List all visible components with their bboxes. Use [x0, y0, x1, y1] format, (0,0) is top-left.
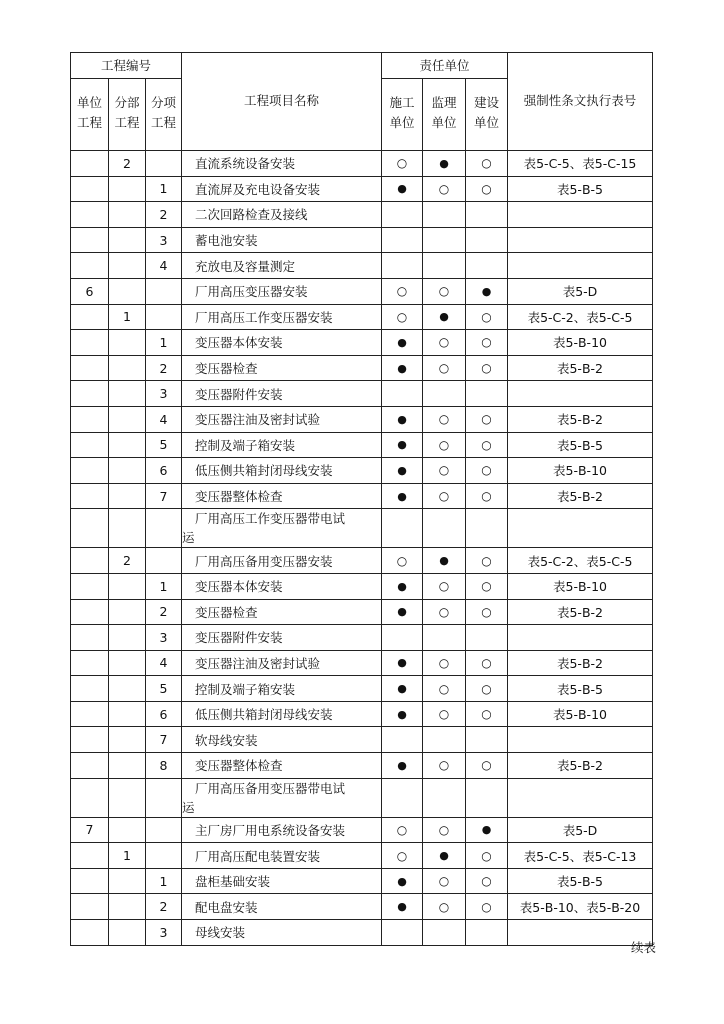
unit-project-cell	[71, 625, 109, 651]
item-project-cell: 3	[146, 381, 182, 407]
item-project-cell: 2	[146, 355, 182, 381]
mandatory-table-ref: 表5-B-2	[508, 406, 653, 432]
project-name-cell: 厂用高压工作变压器安装	[182, 304, 382, 330]
header-supervision-unit: 监理 单位	[423, 79, 466, 151]
project-name-cell: 配电盘安装	[182, 894, 382, 920]
project-name-cell: 变压器本体安装	[182, 330, 382, 356]
sub-project-cell	[109, 278, 146, 304]
sub-project-cell	[109, 509, 146, 548]
unit-project-cell	[71, 432, 109, 458]
mandatory-table-ref	[508, 202, 653, 228]
unit-project-cell	[71, 843, 109, 869]
sub-project-cell	[109, 650, 146, 676]
header-construction-unit: 施工 单位	[382, 79, 423, 151]
supervision-mark: ○	[423, 406, 466, 432]
sub-project-cell: 1	[109, 304, 146, 330]
supervision-mark: ●	[423, 548, 466, 574]
mandatory-table-ref: 表5-B-5	[508, 432, 653, 458]
sub-project-cell	[109, 355, 146, 381]
table-row	[71, 432, 653, 458]
construction-mark: ●	[382, 573, 423, 599]
owner-mark: ○	[466, 176, 508, 202]
mandatory-table-ref: 表5-B-10	[508, 701, 653, 727]
item-project-cell: 2	[146, 894, 182, 920]
owner-mark: ○	[466, 599, 508, 625]
unit-project-cell	[71, 355, 109, 381]
item-project-cell: 3	[146, 920, 182, 946]
table-row	[71, 509, 653, 548]
owner-mark: ○	[466, 304, 508, 330]
item-project-cell: 4	[146, 650, 182, 676]
project-name-cell: 厂用高压配电装置安装	[182, 843, 382, 869]
header-sub-project: 分部 工程	[109, 79, 146, 151]
mandatory-table-ref: 表5-B-5	[508, 868, 653, 894]
mandatory-table-ref: 表5-D	[508, 817, 653, 843]
construction-mark: ○	[382, 151, 423, 177]
mandatory-table-ref	[508, 381, 653, 407]
mandatory-table-ref: 表5-B-2	[508, 753, 653, 779]
sub-project-cell	[109, 625, 146, 651]
item-project-cell: 2	[146, 202, 182, 228]
mandatory-table-ref: 表5-C-5、表5-C-13	[508, 843, 653, 869]
mandatory-table-ref	[508, 727, 653, 753]
project-name-cell: 低压侧共箱封闭母线安装	[182, 701, 382, 727]
item-project-cell: 1	[146, 176, 182, 202]
mandatory-table-ref: 表5-B-2	[508, 650, 653, 676]
construction-mark	[382, 381, 423, 407]
owner-mark: ○	[466, 458, 508, 484]
mandatory-table-ref: 表5-B-10	[508, 458, 653, 484]
owner-mark	[466, 381, 508, 407]
mandatory-table-ref	[508, 227, 653, 253]
sub-project-cell	[109, 894, 146, 920]
unit-project-cell	[71, 381, 109, 407]
project-name-cell: 直流屏及充电设备安装	[182, 176, 382, 202]
construction-mark	[382, 727, 423, 753]
table-row	[71, 894, 653, 920]
supervision-mark: ○	[423, 676, 466, 702]
table-row	[71, 278, 653, 304]
project-name-line1: 厂用高压备用变压器带电试	[195, 780, 346, 796]
supervision-mark: ○	[423, 817, 466, 843]
supervision-mark: ○	[423, 599, 466, 625]
item-project-cell: 3	[146, 625, 182, 651]
owner-mark: ○	[466, 753, 508, 779]
owner-mark: ○	[466, 330, 508, 356]
construction-mark: ●	[382, 868, 423, 894]
owner-mark	[466, 625, 508, 651]
table-row	[71, 727, 653, 753]
construction-mark: ●	[382, 330, 423, 356]
project-name-line1: 厂用高压工作变压器带电试	[195, 511, 346, 527]
construction-mark	[382, 253, 423, 279]
supervision-mark	[423, 509, 466, 548]
project-name-line2: 运	[182, 799, 195, 815]
owner-mark	[466, 920, 508, 946]
table-row	[71, 548, 653, 574]
mandatory-table-ref	[508, 625, 653, 651]
construction-mark: ●	[382, 483, 423, 509]
project-name-cell: 变压器本体安装	[182, 573, 382, 599]
unit-project-cell	[71, 599, 109, 625]
project-name-cell	[182, 509, 382, 548]
table-row	[71, 330, 653, 356]
sub-project-cell	[109, 573, 146, 599]
item-project-cell	[146, 548, 182, 574]
unit-project-cell	[71, 573, 109, 599]
project-name-cell: 软母线安装	[182, 727, 382, 753]
unit-project-cell	[71, 406, 109, 432]
table-row	[71, 920, 653, 946]
unit-project-cell	[71, 227, 109, 253]
construction-mark	[382, 202, 423, 228]
table-row	[71, 650, 653, 676]
owner-mark: ●	[466, 278, 508, 304]
project-name-cell: 厂用高压备用变压器安装	[182, 548, 382, 574]
owner-mark: ○	[466, 355, 508, 381]
sub-project-cell: 2	[109, 151, 146, 177]
supervision-mark: ○	[423, 573, 466, 599]
mandatory-table-ref	[508, 253, 653, 279]
mandatory-table-ref	[508, 778, 653, 817]
construction-mark	[382, 509, 423, 548]
item-project-cell: 6	[146, 458, 182, 484]
construction-mark: ○	[382, 278, 423, 304]
table-row	[71, 573, 653, 599]
owner-mark: ○	[466, 151, 508, 177]
supervision-mark: ○	[423, 278, 466, 304]
project-name-cell: 直流系统设备安装	[182, 151, 382, 177]
table-row	[71, 868, 653, 894]
unit-project-cell	[71, 868, 109, 894]
mandatory-table-ref: 表5-C-2、表5-C-5	[508, 548, 653, 574]
item-project-cell: 2	[146, 599, 182, 625]
item-project-cell	[146, 278, 182, 304]
construction-mark: ●	[382, 701, 423, 727]
table-row	[71, 227, 653, 253]
owner-mark: ○	[466, 548, 508, 574]
owner-mark	[466, 227, 508, 253]
sub-project-cell	[109, 176, 146, 202]
item-project-cell	[146, 509, 182, 548]
continued-label: 续表	[631, 940, 657, 955]
supervision-mark: ○	[423, 701, 466, 727]
table-row	[71, 202, 653, 228]
project-name-cell: 厂用高压变压器安装	[182, 278, 382, 304]
header-item-project: 分项 工程	[146, 79, 182, 151]
owner-mark: ○	[466, 432, 508, 458]
unit-project-cell	[71, 778, 109, 817]
sub-project-cell	[109, 868, 146, 894]
construction-mark: ●	[382, 894, 423, 920]
project-name-cell: 变压器整体检查	[182, 483, 382, 509]
unit-project-cell	[71, 483, 109, 509]
table-row	[71, 676, 653, 702]
supervision-mark: ○	[423, 176, 466, 202]
supervision-mark	[423, 227, 466, 253]
unit-project-cell	[71, 151, 109, 177]
sub-project-cell	[109, 458, 146, 484]
table-row	[71, 406, 653, 432]
owner-mark: ○	[466, 701, 508, 727]
sub-project-cell	[109, 676, 146, 702]
item-project-cell: 7	[146, 727, 182, 753]
unit-project-cell	[71, 509, 109, 548]
supervision-mark	[423, 625, 466, 651]
item-project-cell	[146, 843, 182, 869]
table-row	[71, 381, 653, 407]
construction-mark	[382, 920, 423, 946]
sub-project-cell: 1	[109, 843, 146, 869]
header-owner-unit: 建设 单位	[466, 79, 508, 151]
table-row	[71, 753, 653, 779]
sub-project-cell	[109, 778, 146, 817]
item-project-cell: 8	[146, 753, 182, 779]
owner-mark: ○	[466, 676, 508, 702]
construction-mark: ●	[382, 355, 423, 381]
construction-mark	[382, 625, 423, 651]
sub-project-cell	[109, 202, 146, 228]
header-project-name: 工程项目名称	[182, 53, 382, 151]
unit-project-cell	[71, 176, 109, 202]
unit-project-cell	[71, 202, 109, 228]
construction-mark	[382, 227, 423, 253]
construction-mark: ●	[382, 458, 423, 484]
construction-mark: ○	[382, 843, 423, 869]
header-unit-project: 单位 工程	[71, 79, 109, 151]
owner-mark: ○	[466, 868, 508, 894]
project-table	[70, 52, 653, 946]
item-project-cell: 4	[146, 406, 182, 432]
unit-project-cell	[71, 458, 109, 484]
unit-project-cell: 6	[71, 278, 109, 304]
mandatory-table-ref: 表5-B-2	[508, 599, 653, 625]
supervision-mark: ●	[423, 304, 466, 330]
sub-project-cell	[109, 483, 146, 509]
table-row	[71, 355, 653, 381]
table-row	[71, 701, 653, 727]
supervision-mark: ○	[423, 753, 466, 779]
owner-mark: ○	[466, 843, 508, 869]
construction-mark: ●	[382, 676, 423, 702]
owner-mark	[466, 202, 508, 228]
item-project-cell: 5	[146, 432, 182, 458]
mandatory-table-ref: 表5-B-10	[508, 573, 653, 599]
sub-project-cell	[109, 227, 146, 253]
owner-mark: ●	[466, 817, 508, 843]
item-project-cell	[146, 817, 182, 843]
sub-project-cell	[109, 727, 146, 753]
table-row	[71, 778, 653, 817]
project-name-cell: 控制及端子箱安装	[182, 432, 382, 458]
construction-mark: ●	[382, 599, 423, 625]
supervision-mark: ○	[423, 483, 466, 509]
owner-mark: ○	[466, 650, 508, 676]
header-mandatory-table: 强制性条文执行表号	[508, 53, 653, 151]
owner-mark	[466, 778, 508, 817]
construction-mark: ○	[382, 817, 423, 843]
item-project-cell: 5	[146, 676, 182, 702]
owner-mark: ○	[466, 573, 508, 599]
table-row	[71, 843, 653, 869]
supervision-mark: ○	[423, 355, 466, 381]
project-name-cell: 变压器注油及密封试验	[182, 406, 382, 432]
unit-project-cell	[71, 676, 109, 702]
unit-project-cell: 7	[71, 817, 109, 843]
construction-mark: ●	[382, 432, 423, 458]
item-project-cell: 1	[146, 868, 182, 894]
item-project-cell: 3	[146, 227, 182, 253]
unit-project-cell	[71, 701, 109, 727]
table-row	[71, 599, 653, 625]
owner-mark: ○	[466, 483, 508, 509]
table-row	[71, 625, 653, 651]
project-name-cell: 充放电及容量测定	[182, 253, 382, 279]
construction-mark: ○	[382, 548, 423, 574]
table-row	[71, 253, 653, 279]
construction-mark: ●	[382, 650, 423, 676]
mandatory-table-ref: 表5-B-5	[508, 676, 653, 702]
project-name-cell: 变压器附件安装	[182, 625, 382, 651]
item-project-cell: 7	[146, 483, 182, 509]
item-project-cell: 6	[146, 701, 182, 727]
unit-project-cell	[71, 753, 109, 779]
project-name-line2: 运	[182, 530, 195, 546]
construction-mark: ○	[382, 304, 423, 330]
supervision-mark	[423, 381, 466, 407]
mandatory-table-ref: 表5-C-2、表5-C-5	[508, 304, 653, 330]
mandatory-table-ref: 表5-B-2	[508, 483, 653, 509]
supervision-mark: ○	[423, 432, 466, 458]
sub-project-cell	[109, 817, 146, 843]
sub-project-cell: 2	[109, 548, 146, 574]
table-row	[71, 304, 653, 330]
item-project-cell: 1	[146, 330, 182, 356]
item-project-cell: 1	[146, 573, 182, 599]
project-name-cell: 变压器检查	[182, 355, 382, 381]
owner-mark: ○	[466, 894, 508, 920]
construction-mark: ●	[382, 406, 423, 432]
item-project-cell	[146, 778, 182, 817]
supervision-mark: ○	[423, 894, 466, 920]
table-row	[71, 151, 653, 177]
item-project-cell	[146, 304, 182, 330]
table-row	[71, 817, 653, 843]
unit-project-cell	[71, 920, 109, 946]
mandatory-table-ref	[508, 509, 653, 548]
project-name-cell: 变压器整体检查	[182, 753, 382, 779]
table-row	[71, 458, 653, 484]
project-name-cell: 蓄电池安装	[182, 227, 382, 253]
construction-mark: ●	[382, 753, 423, 779]
sub-project-cell	[109, 381, 146, 407]
supervision-mark: ○	[423, 868, 466, 894]
sub-project-cell	[109, 701, 146, 727]
project-name-cell: 变压器附件安装	[182, 381, 382, 407]
project-name-cell: 母线安装	[182, 920, 382, 946]
unit-project-cell	[71, 304, 109, 330]
owner-mark	[466, 253, 508, 279]
mandatory-table-ref: 表5-B-10	[508, 330, 653, 356]
mandatory-table-ref: 表5-C-5、表5-C-15	[508, 151, 653, 177]
project-name-cell: 变压器注油及密封试验	[182, 650, 382, 676]
project-name-cell: 变压器检查	[182, 599, 382, 625]
item-project-cell: 4	[146, 253, 182, 279]
mandatory-table-ref: 表5-D	[508, 278, 653, 304]
construction-mark	[382, 778, 423, 817]
project-name-cell: 盘柜基础安装	[182, 868, 382, 894]
unit-project-cell	[71, 894, 109, 920]
unit-project-cell	[71, 650, 109, 676]
sub-project-cell	[109, 432, 146, 458]
supervision-mark	[423, 778, 466, 817]
construction-mark: ●	[382, 176, 423, 202]
sub-project-cell	[109, 753, 146, 779]
project-name-cell: 低压侧共箱封闭母线安装	[182, 458, 382, 484]
table-row	[71, 483, 653, 509]
mandatory-table-ref: 表5-B-5	[508, 176, 653, 202]
supervision-mark: ○	[423, 650, 466, 676]
mandatory-table-ref: 表5-B-10、表5-B-20	[508, 894, 653, 920]
supervision-mark	[423, 202, 466, 228]
supervision-mark	[423, 727, 466, 753]
owner-mark	[466, 727, 508, 753]
unit-project-cell	[71, 727, 109, 753]
project-name-cell: 控制及端子箱安装	[182, 676, 382, 702]
supervision-mark	[423, 920, 466, 946]
supervision-mark: ●	[423, 151, 466, 177]
supervision-mark	[423, 253, 466, 279]
unit-project-cell	[71, 548, 109, 574]
mandatory-table-ref: 表5-B-2	[508, 355, 653, 381]
project-name-cell: 二次回路检查及接线	[182, 202, 382, 228]
table-row	[71, 176, 653, 202]
sub-project-cell	[109, 599, 146, 625]
owner-mark	[466, 509, 508, 548]
project-name-cell: 主厂房厂用电系统设备安装	[182, 817, 382, 843]
unit-project-cell	[71, 253, 109, 279]
item-project-cell	[146, 151, 182, 177]
supervision-mark: ○	[423, 458, 466, 484]
header-project-code: 工程编号	[71, 53, 182, 79]
sub-project-cell	[109, 920, 146, 946]
supervision-mark: ●	[423, 843, 466, 869]
project-name-cell	[182, 778, 382, 817]
owner-mark: ○	[466, 406, 508, 432]
sub-project-cell	[109, 406, 146, 432]
sub-project-cell	[109, 330, 146, 356]
sub-project-cell	[109, 253, 146, 279]
unit-project-cell	[71, 330, 109, 356]
supervision-mark: ○	[423, 330, 466, 356]
header-responsible: 责任单位	[382, 53, 508, 79]
